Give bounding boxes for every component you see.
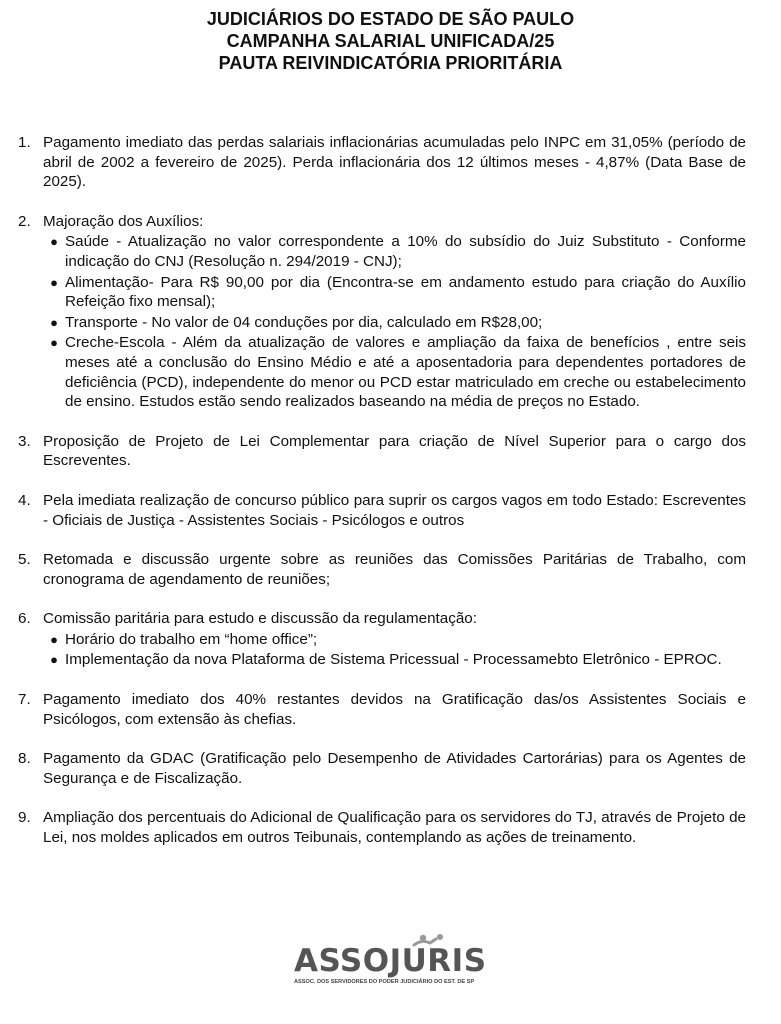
item-body (43, 432, 746, 471)
item-text: Pela imediata realização de concurso público para suprir os cargos vagos em todo Estado: Escreventes - Oficiais de Justiça - Assistentes Sociais - Psicólogos e outros (43, 491, 746, 529)
bullet-icon: ● (50, 335, 58, 351)
bullet-item (43, 232, 746, 271)
item-number: 4. (18, 491, 31, 509)
item-number: 3. (18, 432, 31, 450)
item-number: 9. (18, 809, 31, 827)
bullet-text: Implementação da nova Plataforma de Sistema Pricessual - Processamebto Eletrônico - EPROC. (65, 651, 722, 669)
logo-wordmark: ASSOJURIS (294, 943, 487, 979)
item-body (43, 212, 746, 412)
bullet-icon: ● (50, 631, 58, 647)
item-number: 6. (18, 610, 31, 628)
item-body (43, 550, 746, 589)
item-text: Pagamento imediato dos 40% restantes devidos na Gratificação das/os Assistentes Sociais e Psicólogos, com extensão às chefias. (43, 691, 746, 728)
item-text: Pagamento imediato das perdas salariais inflacionárias acumuladas pelo INPC em 31,05% (período de abril de 2002 a fevereiro de 2025). Perda inflacionária dos 12 últimos meses - 4,87% (Data Base de 2025). (43, 134, 746, 191)
item-text: Majoração dos Auxílios: (43, 212, 204, 230)
bullet-item (43, 273, 746, 312)
bullet-list (43, 630, 746, 670)
item-text: Retomada e discussão urgente sobre as reuniões das Comissões Paritárias de Trabalho, com cronograma de agendamento de reuniões; (43, 551, 746, 588)
item-body (43, 609, 746, 670)
bullet-text: Creche-Escola - Além da atualização de valores e ampliação da faixa de benefícios , entre seis meses até a conclusão do Ensino Médio e até a aposentadoria para dependentes portadores de deficiência (PCD), independente do menor ou PCD estar matriculado em creche ou estabelecimento de ensino. Estudos estão sendo realizados baseando na média de preços no Estado. (65, 334, 746, 411)
bullet-icon: ● (50, 652, 58, 668)
item-number: 5. (18, 551, 31, 569)
item-number: 2. (18, 212, 31, 230)
demand-item (18, 432, 746, 471)
bullet-icon: ● (50, 234, 58, 250)
item-body (43, 491, 746, 530)
demand-item (18, 749, 746, 788)
header-line-2: CAMPANHA SALARIAL UNIFICADA/25 (226, 31, 555, 51)
header-line-1: JUDICIÁRIOS DO ESTADO DE SÃO PAULO (206, 9, 575, 29)
bullet-icon: ● (50, 274, 58, 290)
item-number: 7. (18, 691, 31, 709)
bullet-item (43, 630, 746, 650)
bullet-item (43, 313, 746, 333)
item-number: 8. (18, 750, 31, 768)
item-text: Comissão paritária para estudo e discussão da regulamentação: (43, 610, 477, 628)
demand-item (18, 491, 746, 530)
item-text: Proposição de Projeto de Lei Complementar para criação de Nível Superior para o cargo dos Escreventes. (43, 432, 746, 470)
bullet-item (43, 333, 746, 411)
item-body (43, 690, 746, 729)
item-number: 1. (18, 134, 31, 151)
demand-item (18, 550, 746, 589)
item-text: Ampliação dos percentuais do Adicional de Qualificação para os servidores do TJ, através de Projeto de Lei, nos moldes aplicados em outros Teibunais, contemplando as ações de treinamento. (43, 809, 746, 847)
demand-item (18, 212, 746, 412)
demands-list (18, 133, 746, 868)
logo-subtitle: ASSOC. DOS SERVIDORES DO PODER JUDICIÁRIO DO EST. DE SP (294, 979, 475, 985)
item-body (43, 749, 746, 788)
item-body (43, 808, 746, 847)
bullet-text: Horário do trabalho em “home office”; (65, 630, 318, 648)
bullet-text: Alimentação- Para R$ 90,00 por dia (Encontra-se em andamento estudo para criação do Auxílio Refeição fixo mensal); (65, 273, 746, 311)
demand-item (18, 133, 746, 192)
assojuris-logo (294, 933, 504, 993)
document-header (0, 8, 781, 74)
header-line-3: PAUTA REIVINDICATÓRIA PRIORITÁRIA (218, 53, 563, 73)
demand-item (18, 690, 746, 729)
item-body (43, 133, 746, 192)
bullet-item (43, 650, 746, 670)
bullet-text: Transporte - No valor de 04 conduções por dia, calculado em R$28,00; (65, 313, 543, 331)
demand-item (18, 609, 746, 670)
item-text: Pagamento da GDAC (Gratificação pelo Desempenho de Atividades Cartorárias) para os Agentes de Segurança e de Fiscalização. (43, 750, 746, 787)
demand-item (18, 808, 746, 847)
bullet-text: Saúde - Atualização no valor correspondente a 10% do subsídio do Juiz Substituto - Conforme indicação do CNJ (Resolução n. 294/2019 - CNJ); (65, 233, 746, 270)
bullet-icon: ● (50, 314, 58, 330)
bullet-list (43, 232, 746, 411)
